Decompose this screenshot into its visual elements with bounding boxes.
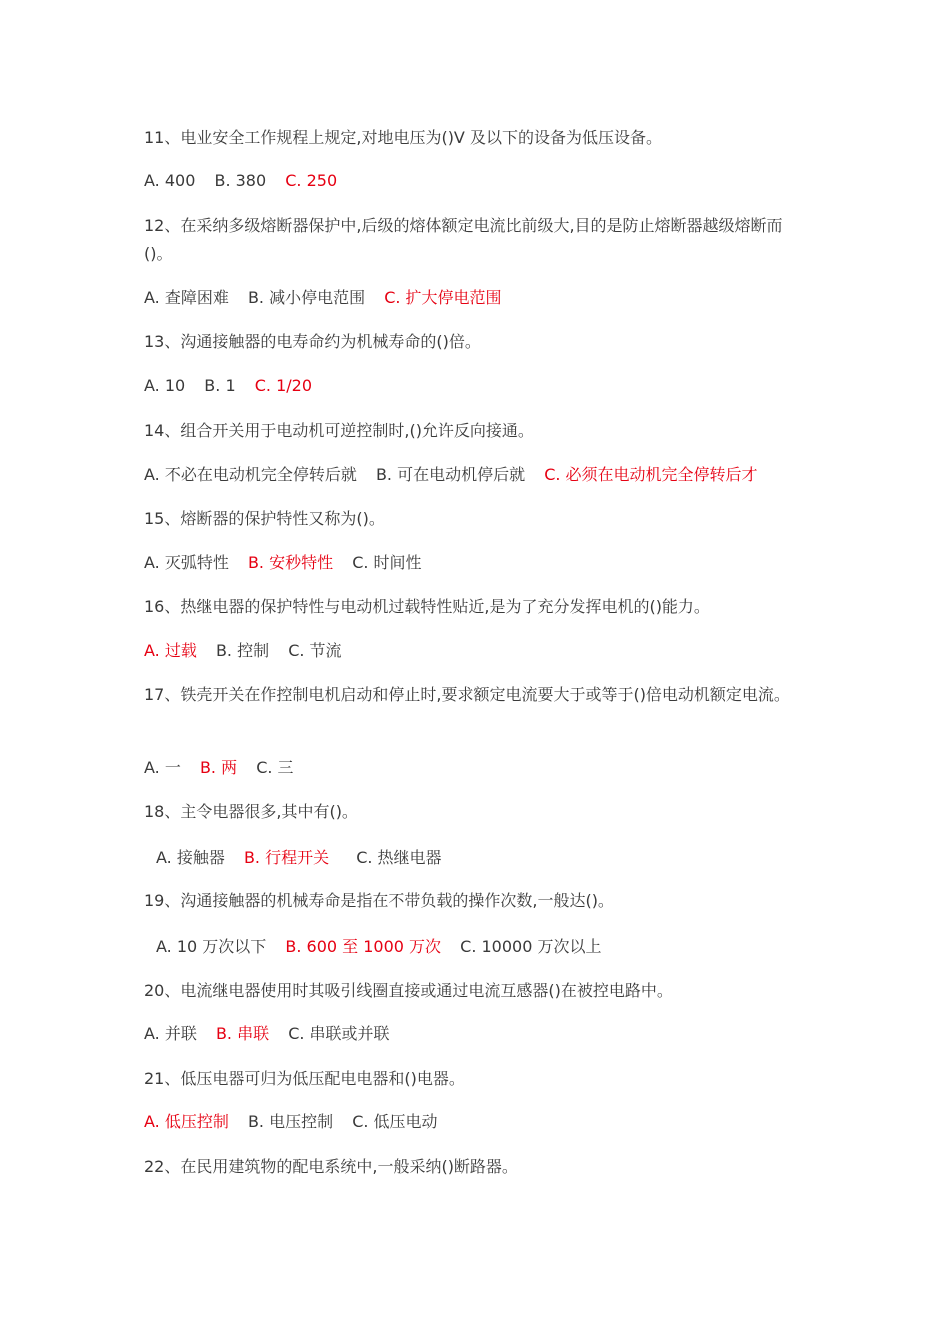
question-19: 19、沟通接触器的机械寿命是指在不带负载的操作次数,一般达()。 — [144, 891, 614, 910]
option-18-a: A. 接触器 — [156, 848, 225, 867]
option-11-a: A. 400 — [144, 171, 196, 190]
option-13-c-answer: C. 1/20 — [254, 376, 312, 395]
option-20-a: A. 并联 — [144, 1024, 197, 1043]
option-14-c-answer: C. 必须在电动机完全停转后才 — [544, 465, 758, 484]
question-11: 11、电业安全工作规程上规定,对地电压为()V 及以下的设备为低压设备。 — [144, 128, 662, 147]
option-17-c: C. 三 — [256, 758, 294, 777]
question-18: 18、主令电器很多,其中有()。 — [144, 802, 358, 821]
option-20-c: C. 串联或并联 — [288, 1024, 390, 1043]
options-18 — [156, 844, 456, 872]
option-20-b-answer: B. 串联 — [215, 1024, 270, 1043]
options-19 — [156, 933, 616, 961]
option-21-c: C. 低压电动 — [352, 1112, 438, 1131]
option-18-b-answer: B. 行程开关 — [243, 848, 330, 867]
option-11-c-answer: C. 250 — [285, 171, 338, 190]
options-16 — [144, 637, 356, 665]
question-13: 13、沟通接触器的电寿命约为机械寿命的()倍。 — [144, 332, 481, 351]
question-22: 22、在民用建筑物的配电系统中,一般采纳()断路器。 — [144, 1157, 518, 1176]
option-13-a: A. 10 — [144, 376, 186, 395]
question-17: 17、铁壳开关在作控制电机启动和停止时,要求额定电流要大于或等于()倍电动机额定电流。 — [144, 685, 790, 704]
option-12-a: A. 查障困难 — [144, 288, 229, 307]
option-19-a: A. 10 万次以下 — [156, 937, 267, 956]
option-16-b: B. 控制 — [215, 641, 270, 660]
option-21-b: B. 电压控制 — [247, 1112, 334, 1131]
option-16-a-answer: A. 过载 — [144, 641, 197, 660]
question-16: 16、热继电器的保护特性与电动机过载特性贴近,是为了充分发挥电机的()能力。 — [144, 597, 710, 616]
option-17-b-answer: B. 两 — [199, 758, 238, 777]
option-14-a: A. 不必在电动机完全停转后就 — [144, 465, 357, 484]
question-20: 20、电流继电器使用时其吸引线圈直接或通过电流互感器()在被控电路中。 — [144, 981, 673, 1000]
option-21-a-answer: A. 低压控制 — [144, 1112, 229, 1131]
options-21 — [144, 1108, 452, 1136]
option-12-c-answer: C. 扩大停电范围 — [384, 288, 502, 307]
option-19-b-answer: B. 600 至 1000 万次 — [285, 937, 442, 956]
options-17 — [144, 754, 308, 782]
option-15-b-answer: B. 安秒特性 — [247, 553, 334, 572]
options-14 — [144, 461, 772, 489]
question-15: 15、熔断器的保护特性又称为()。 — [144, 509, 385, 528]
question-21: 21、低压电器可归为低压配电电器和()电器。 — [144, 1069, 465, 1088]
option-15-a: A. 灭弧特性 — [144, 553, 229, 572]
options-13 — [144, 372, 326, 400]
option-17-a: A. 一 — [144, 758, 181, 777]
option-11-b: B. 380 — [214, 171, 267, 190]
option-14-b: B. 可在电动机停后就 — [375, 465, 526, 484]
options-15 — [144, 549, 436, 577]
options-12 — [144, 284, 516, 312]
options-20 — [144, 1020, 404, 1048]
option-16-c: C. 节流 — [288, 641, 342, 660]
question-12: 12、在采纳多级熔断器保护中,后级的熔体额定电流比前级大,目的是防止熔断器越级熔断而()。 — [144, 216, 783, 263]
option-13-b: B. 1 — [204, 376, 236, 395]
option-15-c: C. 时间性 — [352, 553, 422, 572]
options-11 — [144, 167, 351, 195]
option-19-c: C. 10000 万次以上 — [460, 937, 602, 956]
question-14: 14、组合开关用于电动机可逆控制时,()允许反向接通。 — [144, 421, 534, 440]
option-12-b: B. 减小停电范围 — [247, 288, 366, 307]
option-18-c: C. 热继电器 — [356, 848, 442, 867]
